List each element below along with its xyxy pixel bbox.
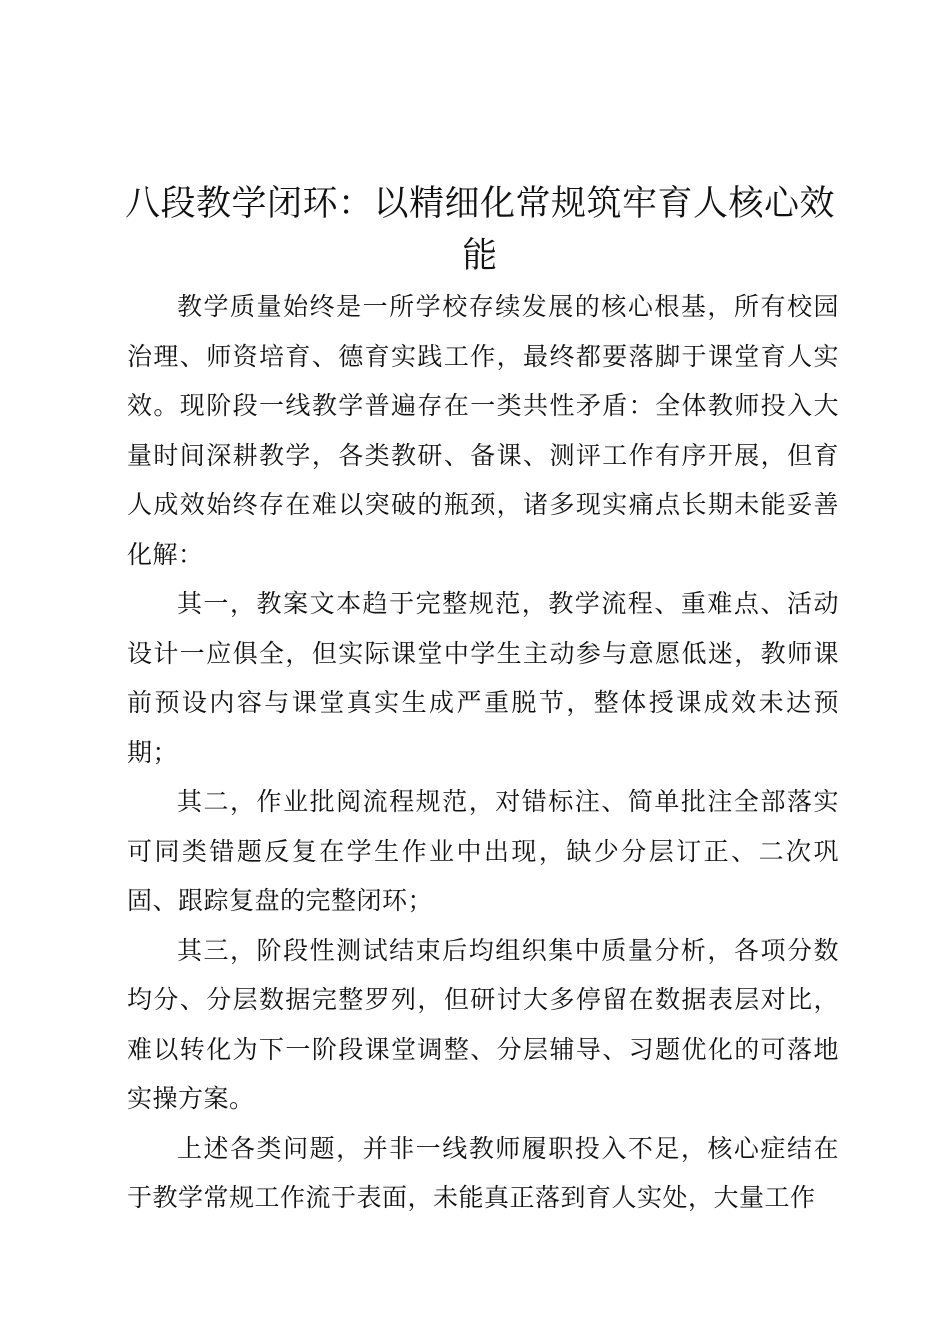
document-body bbox=[127, 282, 839, 1223]
paragraph-second-issue: 其二，作业批阅流程规范，对错标注、简单批注全部落实可同类错题反复在学生作业中出现，缺少分层订正、二次巩固、跟踪复盘的完整闭环； bbox=[127, 787, 839, 915]
paragraph-first-issue: 其一，教案文本趋于完整规范，教学流程、重难点、活动设计一应俱全，但实际课堂中学生主动参与意愿低迷，教师课前预设内容与课堂真实生成严重脱节，整体授课成效未达预期； bbox=[127, 589, 839, 767]
paragraph-third-issue: 其三，阶段性测试结束后均组织集中质量分析，各项分数均分、分层数据完整罗列，但研讨大多停留在数据表层对比，难以转化为下一阶段课堂调整、分层辅导、习题优化的可落地实操方案。 bbox=[127, 935, 839, 1113]
paragraph-analysis: 上述各类问题，并非一线教师履职投入不足，核心症结在于教学常规工作流于表面，未能真正落到育人实处，大量工作 bbox=[127, 1133, 839, 1212]
paragraph-intro: 教学质量始终是一所学校存续发展的核心根基，所有校园治理、师资培育、德育实践工作，最终都要落脚于课堂育人实效。现阶段一线教学普遍存在一类共性矛盾：全体教师投入大量时间深耕教学，各类教研、备课、测评工作有序开展，但育人成效始终存在难以突破的瓶颈，诸多现实痛点长期未能妥善化解： bbox=[127, 292, 839, 569]
document-title: 八段教学闭环：以精细化常规筑牢育人核心效能 bbox=[124, 184, 835, 276]
